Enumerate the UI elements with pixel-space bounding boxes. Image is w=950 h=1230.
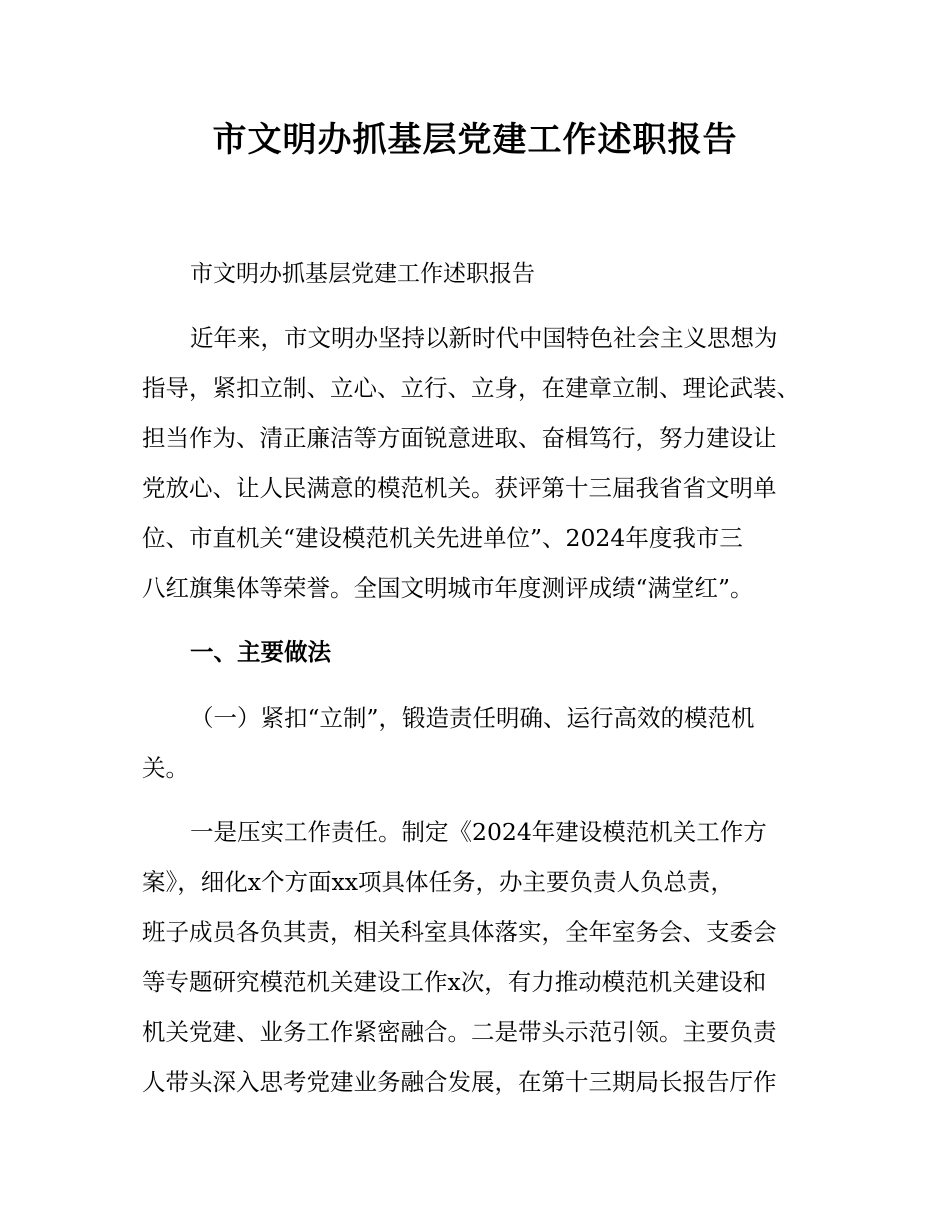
body-line: 一是压实工作责任。制定《2024年建设模范机关工作方 <box>190 818 767 846</box>
intro-line: 指导，紧扣立制、立心、立行、立身，在建章立制、理论武装、 <box>142 374 800 402</box>
intro-line: 担当作为、清正廉洁等方面锐意进取、奋楫笃行，努力建设让 <box>142 424 777 452</box>
intro-line: 党放心、让人民满意的模范机关。获评第十三届我省省文明单 <box>142 474 777 502</box>
subsection-line: 关。 <box>142 754 189 782</box>
body-line: 人带头深入思考党建业务融合发展，在第十三期局长报告厅作 <box>142 1068 777 1096</box>
body-line: 班子成员各负其责，相关科室具体落实，全年室务会、支委会 <box>142 918 777 946</box>
section-heading: 一、主要做法 <box>190 638 331 666</box>
body-line: 等专题研究模范机关建设工作x次，有力推动模范机关建设和 <box>142 968 767 996</box>
body-line: 案》，细化x个方面xx项具体任务，办主要负责人负总责， <box>142 868 735 896</box>
document-subtitle: 市文明办抓基层党建工作述职报告 <box>190 261 535 287</box>
document-title: 市文明办抓基层党建工作述职报告 <box>212 120 738 160</box>
intro-line: 位、市直机关“建设模范机关先进单位”、2024年度我市三 <box>142 524 743 552</box>
body-line: 机关党建、业务工作紧密融合。二是带头示范引领。主要负责 <box>142 1018 777 1046</box>
intro-line: 近年来，市文明办坚持以新时代中国特色社会主义思想为 <box>190 324 778 352</box>
intro-line: 八红旗集体等荣誉。全国文明城市年度测评成绩“满堂红”。 <box>142 574 754 602</box>
subsection-line: （一）紧扣“立制”，锻造责任明确、运行高效的模范机 <box>190 704 755 732</box>
